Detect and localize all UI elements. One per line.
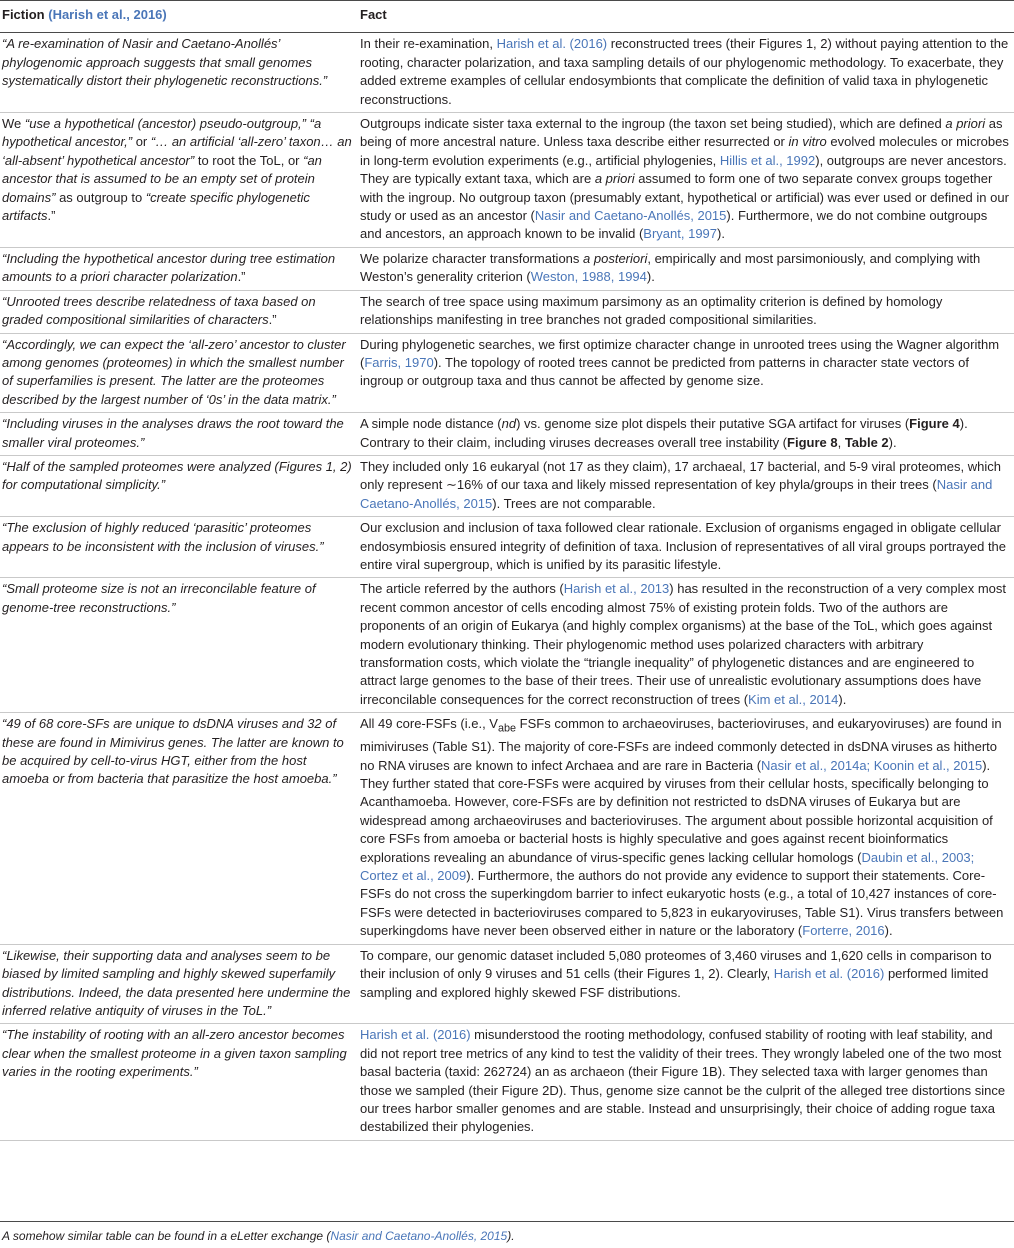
text-run: We polarize character transformations [360, 250, 584, 266]
text-run: “create specific phylogenetic artifacts [2, 189, 310, 224]
text-run: During phylogenetic searches, we first optimize character change in unrooted trees using the Wagner algorithm ( [360, 336, 1000, 370]
figure-ref[interactable]: Figure 4 [909, 416, 960, 432]
text-run: ). The topology of rooted trees cannot be predicted from patterns in character state vectors of ingroup or outgroup taxa and thus cannot be affected by genome size. [360, 354, 969, 389]
table-row [0, 713, 1014, 944]
fiction-cell [0, 247, 356, 290]
text-run: as outgroup to [55, 189, 146, 205]
citation-link[interactable]: Nasir and Caetano-Anollés, 2015 [534, 208, 727, 224]
table-row [0, 413, 1014, 456]
text-run: A simple node distance ( [360, 416, 502, 432]
fact-cell [356, 113, 1014, 248]
text-run: ). [646, 269, 655, 285]
text-run: To compare, our genomic dataset included 5,080 proteomes of 3,460 viruses and 1,620 cells in comparison to their inclusion of only 9 viruses and 51 cells (their Figures 1, 2). Clearly, [360, 947, 992, 982]
header-fiction-citation[interactable]: (Harish et al., 2016) [48, 7, 167, 22]
text-run: a posteriori [583, 250, 648, 266]
text-run: abe [497, 722, 517, 735]
fiction-cell: “49 of 68 core-SFs are unique to dsDNA viruses and 32 of these are found in Mimivirus genes. The latter are known to be acquired by cell-to-virus HGT, either from the host amoeba or from bacteria that parasitize the host amoeba.” [0, 713, 356, 944]
fact-cell [356, 1024, 1014, 1140]
fact-cell: Our exclusion and inclusion of taxa followed clear rationale. Exclusion of organisms engaged in obligate cellular endosymbiosis ensured integrity of definition of taxa. Inclusion of representatives of all viral groups portrayed the entire viral supergroup, which is unified by its parasitic lifestyle. [356, 517, 1014, 578]
figure-ref[interactable]: Figure 8 [787, 434, 838, 450]
citation-link[interactable]: Kim et al., 2014 [748, 691, 839, 707]
text-run: a priori [594, 171, 635, 187]
fact-cell: The search of tree space using maximum parsimony as an optimality criterion is defined by homology relationships manifesting in tree branches not graded compositional similarities. [356, 290, 1014, 333]
text-run: The article referred by the authors ( [360, 581, 564, 597]
text-run: .” [47, 208, 56, 224]
text-run: nd [501, 416, 517, 432]
text-run: They included only 16 eukaryal (not 17 as they claim), 17 archaeal, 17 bacterial, and 5-9 viral proteomes, which only represent ∼16% of our taxa and likely missed representation of key phyla/groups in their trees ( [360, 458, 1001, 493]
text-run: , [837, 434, 845, 450]
citation-link[interactable]: Nasir and Caetano-Anollés, 2015 [360, 477, 993, 511]
text-run: ). Furthermore, the authors do not provide any evidence to support their statements. Core-FSFs do not cross the superkingdom barrier to infect eukaryotic hosts (e.g., a total of 10,427 instances of core-FSFs were detected in bacterioviruses compared to 5,823 in eukaryoviruses, Table S1). Virus transfers between superkingdoms have never been observed either in nature or the laboratory ( [360, 868, 1004, 939]
citation-link[interactable]: Forterre, 2016 [802, 923, 885, 939]
text-run: .” [237, 269, 246, 285]
text-run: a priori [945, 116, 986, 132]
text-run: evolved molecules or microbes in long-term evolution experiments (e.g., artificial phylogenies, [360, 134, 1009, 168]
table-row [0, 290, 1014, 333]
text-run: “… an artificial ‘all-zero’ taxon… an ‘all-absent’ hypothetical ancestor” [2, 134, 352, 168]
fiction-cell: “The instability of rooting with an all-zero ancestor becomes clear when the smallest proteome in a given taxon sampling varies in the rooting experiments.” [0, 1024, 356, 1140]
citation-link[interactable]: Nasir et al., 2014a; Koonin et al., 2015 [761, 757, 983, 773]
text-run: ) vs. genome size plot dispels their putative SGA artifact for viruses ( [516, 416, 910, 432]
table-row [0, 944, 1014, 1024]
text-run: ). [507, 1229, 515, 1243]
fact-cell [356, 578, 1014, 713]
table-row [0, 33, 1014, 113]
table-row [0, 455, 1014, 516]
table-footnote [2, 1228, 515, 1244]
header-fiction [0, 0, 356, 33]
table-ref[interactable]: Table 2 [844, 434, 889, 450]
text-run: FSFs common to archaeoviruses, bacterioviruses, and eukaryoviruses) are found in mimiviruses (Table S1). The majority of core-FSFs are indeed commonly detected in dsDNA viruses as hitherto no RNA viruses are known to infect Archaea and are rare in Bacteria ( [360, 716, 1002, 773]
citation-link[interactable]: Daubin et al., 2003; Cortez et al., 2009 [360, 849, 975, 884]
table-row [0, 247, 1014, 290]
citation-link[interactable]: Bryant, 1997 [643, 226, 718, 242]
text-run: performed limited sampling and explored highly skewed FSF distributions. [360, 966, 989, 1000]
text-run: “Including the hypothetical ancestor during tree estimation amounts to a priori character polarization [2, 250, 336, 285]
table-row [0, 517, 1014, 578]
fiction-cell [0, 113, 356, 248]
citation-link[interactable]: Harish et al. (2016) [496, 36, 608, 52]
fact-cell [356, 333, 1014, 413]
citation-link[interactable]: Nasir and Caetano-Anollés, 2015 [330, 1229, 508, 1243]
text-run: “an ancestor that is assumed to be an empty set of protein domains” [2, 152, 322, 205]
text-run: ), outgroups are never ancestors. They are typically extant taxa, which are [360, 152, 1007, 187]
citation-link[interactable]: Hillis et al., 1992 [719, 152, 816, 168]
table-row [0, 578, 1014, 713]
text-run: as being of more ancestral nature. Unless taxa describe either resurrected or [360, 116, 1003, 150]
citation-link[interactable]: Weston, 1988, 1994 [530, 269, 647, 285]
text-run: ). Trees are not comparable. [492, 495, 656, 511]
text-run: ). [717, 226, 725, 242]
fiction-cell: “Half of the sampled proteomes were analyzed (Figures 1, 2) for computational simplicity.” [0, 455, 356, 516]
text-run: All 49 core-FSFs (i.e., V [360, 716, 498, 732]
fiction-cell: “A re-examination of Nasir and Caetano-Anollés’ phylogenomic approach suggests that small genomes systematically distort their phylogenetic reconstructions.” [0, 33, 356, 113]
fact-cell [356, 455, 1014, 516]
text-run: ). Furthermore, we do not combine outgroups and ancestors, an approach known to be invalid ( [360, 208, 988, 242]
fiction-cell: “The exclusion of highly reduced ‘parasitic’ proteomes appears to be inconsistent with the inclusion of viruses.” [0, 517, 356, 578]
text-run: ). [888, 434, 897, 450]
citation-link[interactable]: Harish et al. (2016) [773, 966, 885, 982]
text-run: .” [268, 312, 277, 328]
citation-link[interactable]: Harish et al., 2013 [563, 581, 670, 597]
text-run: or [132, 134, 151, 150]
text-run: “use a hypothetical (ancestor) pseudo-outgroup,” “a hypothetical ancestor,” [2, 116, 322, 150]
table-row [0, 333, 1014, 413]
text-run: “Unrooted trees describe relatedness of taxa based on graded compositional similarities of characters [2, 293, 316, 328]
text-run: ). [884, 923, 893, 939]
fiction-cell: “Including viruses in the analyses draws the root toward the smaller viral proteomes.” [0, 413, 356, 456]
fiction-cell: “Accordingly, we can expect the ‘all-zero’ ancestor to cluster among genomes (proteomes) in which the smallest number of superfamilies is present. The latter are the proteomes described by the largest number of ‘0s’ in the data matrix.” [0, 333, 356, 413]
text-run: , empirically and most parsimoniously, and complying with Weston’s generality criterion ( [360, 250, 981, 285]
table-row [0, 1024, 1014, 1140]
text-run: In their re-examination, [360, 36, 497, 52]
text-run: ) has resulted in the reconstruction of a very complex most recent common ancestor of cells encoding almost 75% of existing protein folds. Two of the authors are proponents of an origin of Eukarya (and highly complex organisms) at the base of the ToL, which goes against modern evolutionary thinking. Their phylogenomic method uses polarized characters with arbitrary transformation costs, which violate the “triangle inequality” of phylogenetic distances and are engineered to attract large genomes to the base of their trees. Their use of unrealistic evolutionary assumptions does have irreconcilable consequences for the correct reconstruction of trees ( [360, 581, 1006, 707]
text-run: reconstructed trees (their Figures 1, 2) without paying attention to the rooting, character polarization, and taxa sampling details of our phylogenomic methodology. To exacerbate, they added extreme examples of cellular endosymbionts that complicate the definition of valid taxa in phylogenetic reconstructions. [360, 36, 1009, 107]
text-run: Outgroups indicate sister taxa external to the ingroup (the taxon set being studied), which are defined [360, 116, 946, 132]
fiction-cell [0, 290, 356, 333]
citation-link[interactable]: Farris, 1970 [364, 354, 434, 370]
fact-cell [356, 33, 1014, 113]
header-fiction-label: Fiction [2, 7, 45, 22]
text-run: We [2, 116, 25, 132]
fact-cell [356, 247, 1014, 290]
text-run: A somehow similar table can be found in a eLetter exchange ( [2, 1229, 331, 1243]
table-bottom-rule [0, 1221, 1014, 1222]
text-run: ). Contrary to their claim, including viruses decreases overall tree instability ( [360, 416, 968, 450]
table-row [0, 113, 1014, 248]
table-header-row [0, 0, 1014, 33]
fact-cell [356, 944, 1014, 1024]
citation-link[interactable]: Harish et al. (2016) [360, 1027, 471, 1043]
fact-cell [356, 413, 1014, 456]
text-run: in vitro [788, 134, 827, 150]
header-fact: Fact [356, 0, 1014, 33]
text-run: misunderstood the rooting methodology, confused stability of rooting with leaf stability, and did not report tree metrics of any kind to test the validity of their trees. They wrongly labeled one of the two most basal bacteria (taxid: 262724) an as archaeon (their Figure 1B). They selected taxa with larger genomes than those we sampled (their Figure 2D). Thus, genome size cannot be the culprit of the alleged tree distortions since our trees harbor smaller genomes and are stable. Instead and unsurprisingly, their choice of adding rogue taxa destabilized their phylogenies. [360, 1027, 1006, 1135]
fiction-cell: “Likewise, their supporting data and analyses seem to be biased by limited sampling and highly skewed superfamily distributions. Indeed, the data presented here undermine the inferred relative antiquity of viruses in the ToL.” [0, 944, 356, 1024]
text-run: to root the ToL, or [194, 152, 304, 168]
text-run: assumed to form one of two separate convex groups together with the ingroup. No outgroup taxon (presumably extant, hypothetical or artificial) was ever used or defined in our study or used as an ancestor ( [360, 171, 1009, 224]
text-run: ). [838, 691, 847, 707]
fact-cell [356, 713, 1014, 944]
fiction-cell: “Small proteome size is not an irreconcilable feature of genome-tree reconstructions.” [0, 578, 356, 713]
text-run: ). They further stated that core-FSFs were acquired by viruses from their cellular hosts, specifically belonging to Acanthamoeba. However, core-FSFs are by definition not restricted to dsDNA viruses of Eukarya but are widespread among archaeoviruses and bacterioviruses. The argument about possible horizontal acquisition of core FSFs from amoeba or bacterial hosts is highly speculative and goes against recent bioinformatics explorations revealing an abundance of virus-specific genes lacking cellular homologs ( [360, 757, 993, 865]
